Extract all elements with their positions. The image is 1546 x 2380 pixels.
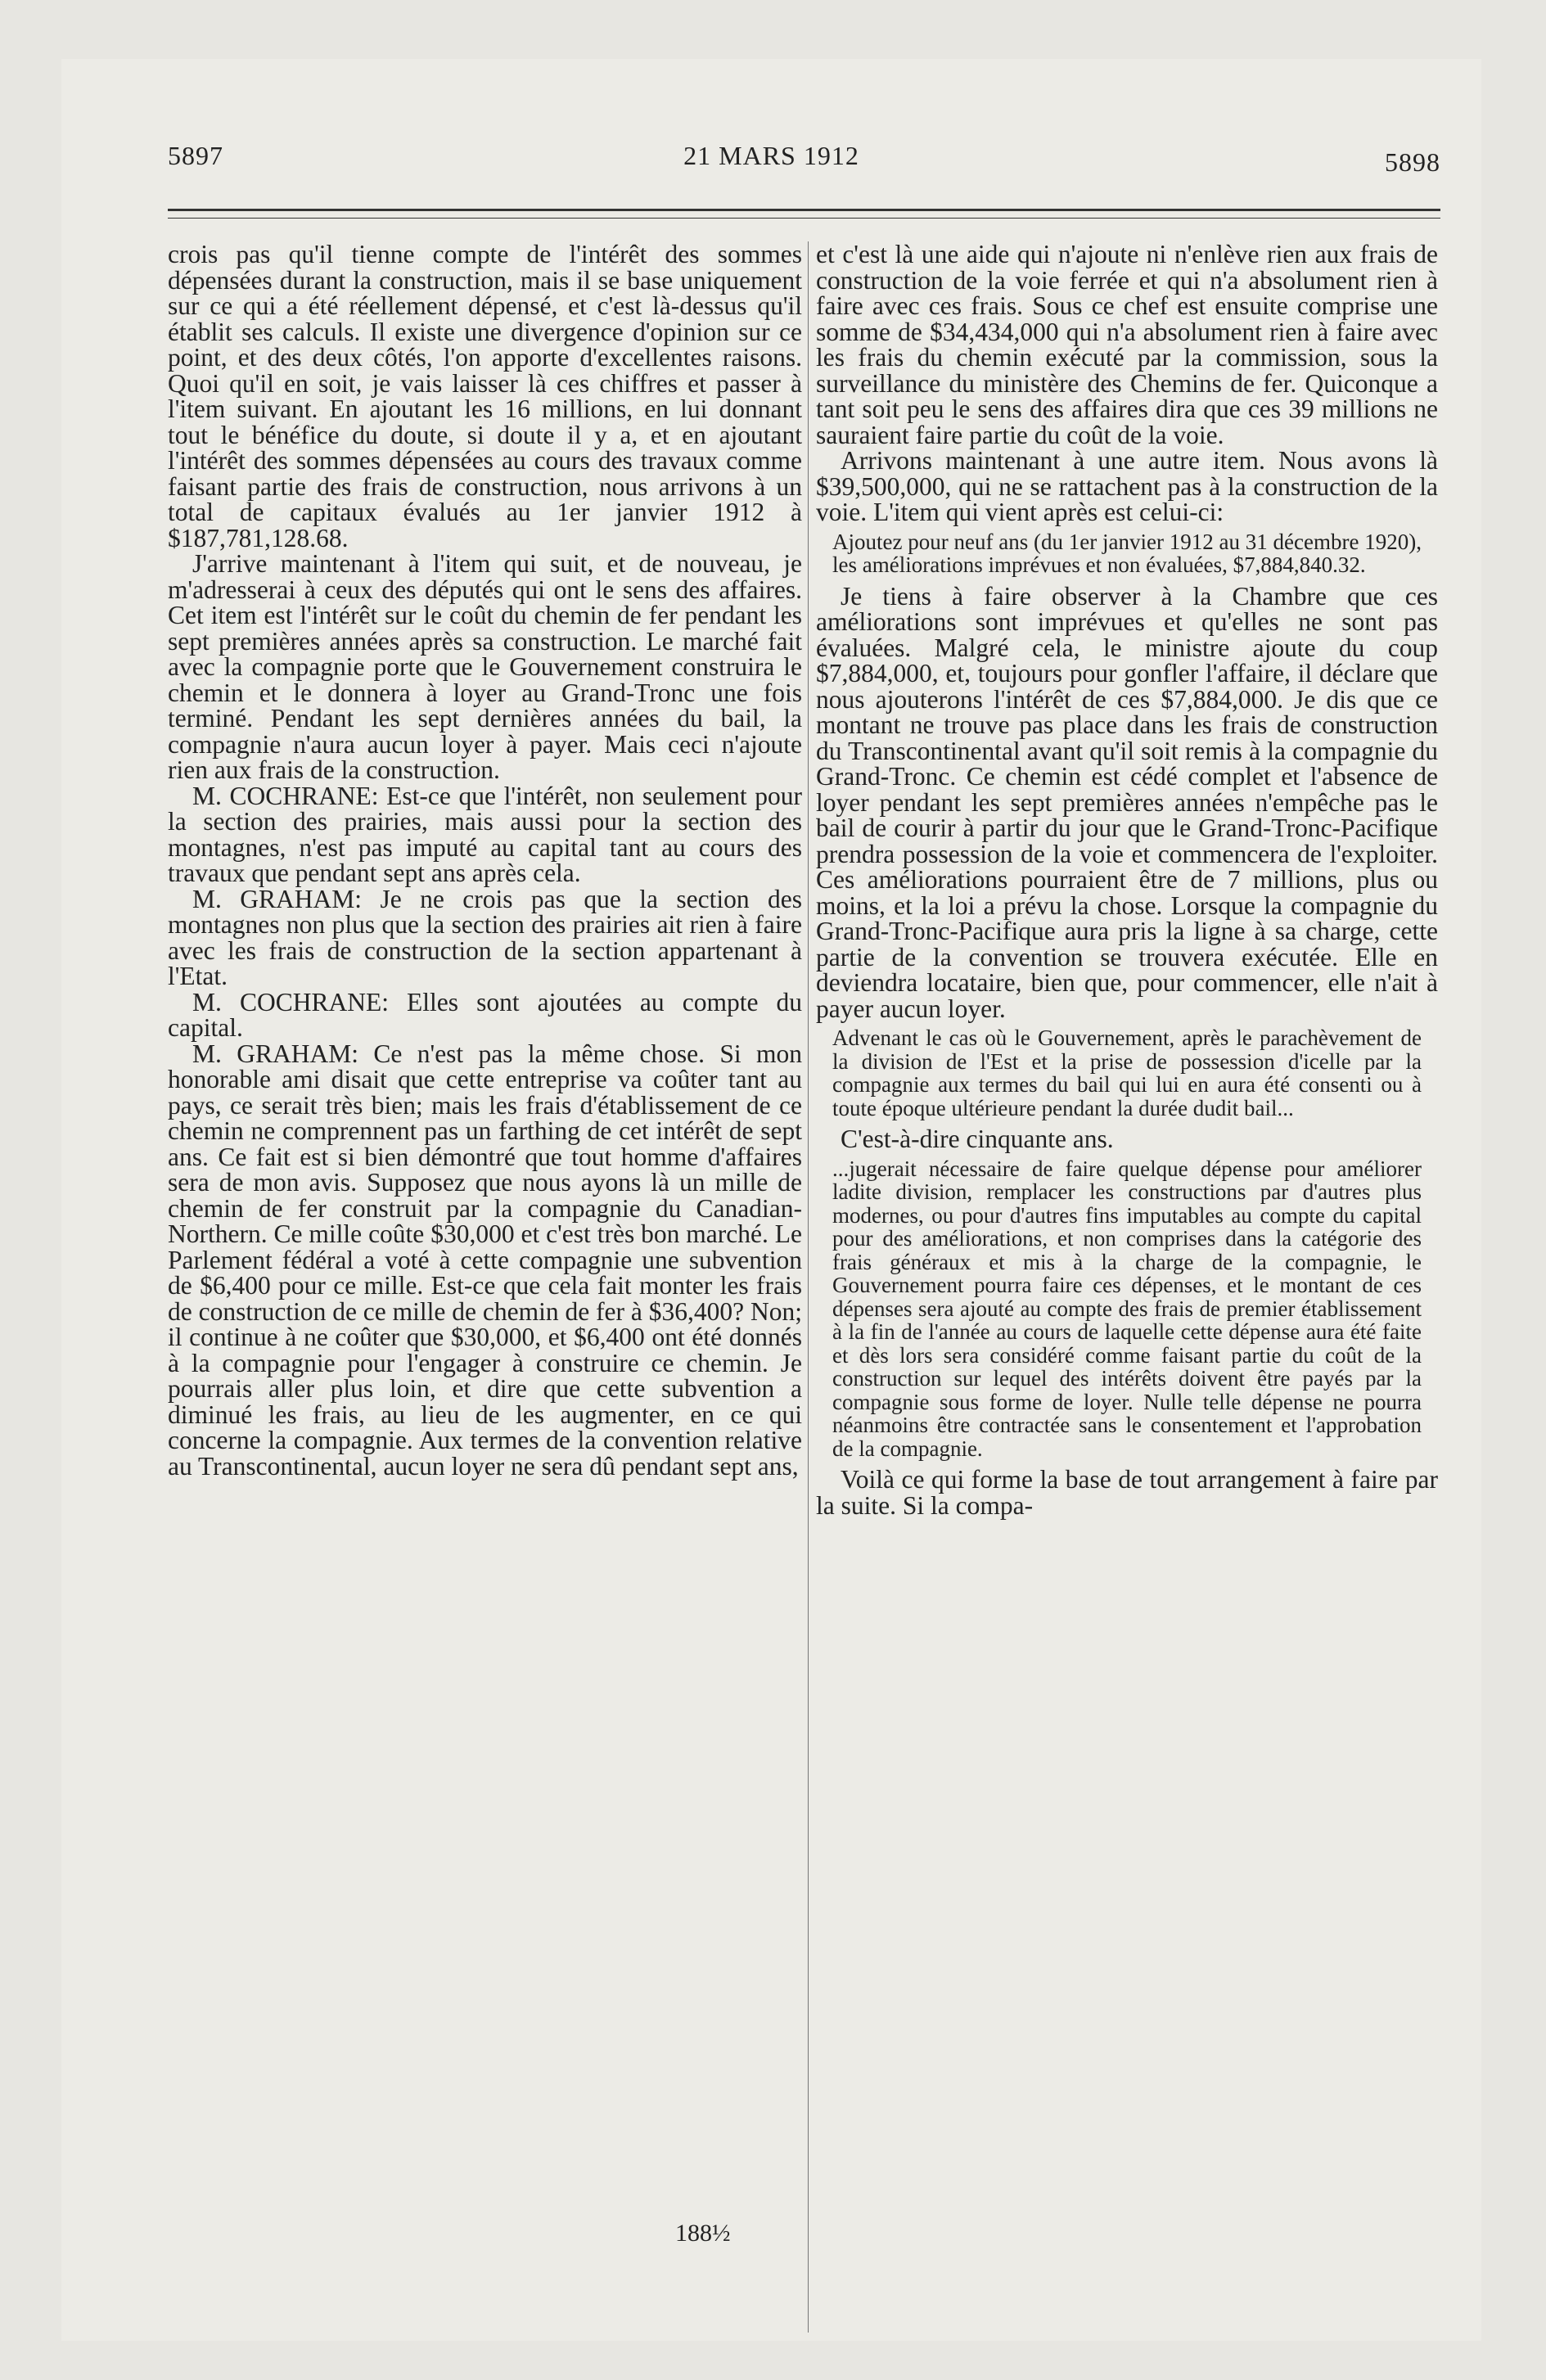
paragraph: M. GRAHAM: Ce n'est pas la même chose. Si mon honorable ami disait que cette entreprise va coûter tant au pays, ce serait très bien; mais les frais d'établissement de ce chemin ne comprennent pas un farthing de cet intérêt de sept ans. Ce fait est si bien démontré que tout homme d'affaires sera de mon avis. Supposez que nous ayons là un mille de chemin de fer construit par la compagnie du Canadian-Northern. Ce mille coûte $30,000 et c'est très bon marché. Le Parlement fédéral a voté à cette compagnie une subvention de $6,400 pour ce mille. Est-ce que cela fait monter les frais de construction de ce mille de chemin de fer à $36,400? Non; il continue à ne coûter que $30,000, et $6,400 ont été donnés à la compagnie pour l'engager à construire ce chemin. Je pourrais aller plus loin, et dire que cette subvention a diminué les frais, au lieu de les augmenter, en ce qui concerne la compagnie. Aux termes de la convention relative au Transcontinental, aucun loyer ne sera dû pendant sept ans,	[168, 1039, 802, 1481]
signature-number: 188½	[675, 2220, 731, 2247]
paragraph: C'est-à-dire cinquante ans.	[841, 1125, 1114, 1153]
paragraph: Arrivons maintenant à une autre item. Nous avons là $39,500,000, qui ne se rattachent pas à la construction de la voie. L'item qui vient après est celui-ci:	[816, 446, 1438, 526]
page-number-right: 5898	[1385, 147, 1440, 177]
page-number-left: 5897	[168, 141, 223, 170]
quoted-paragraph: ...jugerait nécessaire de faire quelque dépense pour améliorer ladite division, remplacer les constructions par d'autres plus modernes, ou pour d'autres fins imputables au compte du capital pour des améliorations, et non comprises dans la catégorie des frais généraux et mis à la charge de la compagnie, le Gouvernement pourra faire ces dépenses, et le montant de ces dépenses sera ajouté au compte des frais de premier établissement à la fin de l'année au cours de laquelle cette dépense aura été faite et dès lors sera considéré comme faisant partie du coût de la construction sur lequel des intérêts doivent être payés par la compagnie sous forme de loyer. Nulle telle dépense ne pourra néanmoins être contractée sans le consentement et l'approbation de la compagnie.	[832, 1156, 1422, 1461]
paragraph: Je tiens à faire observer à la Chambre que ces améliorations sont imprévues et qu'elles ne sont pas évaluées. Malgré cela, le ministre ajoute du coup $7,884,000, et, toujours pour gonfler l'affaire, il déclare que nous ajouterons l'intérêt de ces $7,884,000. Je dis que ce montant ne trouve pas place dans les frais de construction du Transcontinental avant qu'il soit remis à la compagnie du Grand-Tronc. Ce chemin est cédé complet et l'absence de loyer pendant les sept premières années n'empêche pas le bail de courir à partir du jour que le Grand-Tronc-Pacifique prendra possession de la voie et commencera de l'exploiter. Ces améliorations pourraient être de 7 millions, plus ou moins, et la loi a prévu la chose. Lorsque la compagnie du Grand-Tronc-Pacifique aura pris la ligne à sa charge, cette partie de la convention se trouvera exécutée. Elle en deviendra locataire, bien que, pour commencer, elle n'ait à payer aucun loyer.	[816, 581, 1438, 1023]
column-divider	[808, 241, 809, 2333]
left-column	[168, 241, 802, 1479]
paragraph: M. COCHRANE: Est-ce que l'intérêt, non seulement pour la section des prairies, mais aussi pour la section des montagnes, n'est pas imputé au capital tant au cours des travaux que pendant sept ans après cela.	[168, 781, 802, 887]
quoted-paragraph: Ajoutez pour neuf ans (du 1er janvier 1912 au 31 décembre 1920), les améliorations imprévues et non évaluées, $7,884,840.32.	[832, 529, 1422, 577]
quoted-paragraph: Advenant le cas où le Gouvernement, après le parachèvement de la division de l'Est et la prise de possession d'icelle par la compagnie aux termes du bail qui lui en aura été consenti ou à toute époque ultérieure pendant la durée dudit bail...	[832, 1025, 1422, 1120]
paragraph: crois pas qu'il tienne compte de l'intérêt des sommes dépensées durant la construction, mais il se base uniquement sur ce qui a été réellement dépensé, et c'est là-dessus qu'il établit ses calculs. Il existe une divergence d'opinion sur ce point, et des deux côtés, l'on apporte d'excellentes raisons. Quoi qu'il en soit, je vais laisser là ces chiffres et passer à l'item suivant. En ajoutant les 16 millions, en lui donnant tout le bénéfice du doute, si doute il y a, et en ajoutant l'intérêt des sommes dépensées au cours des travaux comme faisant partie des frais de construction, nous arrivons à un total de capitaux évalués au 1er janvier 1912 à $187,781,128.68.	[168, 240, 802, 552]
header-date: 21 MARS 1912	[683, 141, 859, 170]
header-rule-thick	[168, 209, 1440, 211]
paragraph: J'arrive maintenant à l'item qui suit, et de nouveau, je m'adresserai à ceux des députés qui ont le sens des affaires. Cet item est l'intérêt sur le coût du chemin de fer pendant les sept premières années après sa construction. Le marché fait avec la compagnie porte que le Gouvernement construira le chemin et le donnera à loyer au Grand-Tronc une fois terminé. Pendant les sept dernières années du bail, la compagnie n'aura aucun loyer à payer. Mais ceci n'ajoute rien aux frais de la construction.	[168, 549, 802, 784]
page	[61, 59, 1481, 2341]
paragraph: et c'est là une aide qui n'ajoute ni n'enlève rien aux frais de construction de la voie ferrée et qui n'a absolument rien à faire avec ces frais. Sous ce chef est ensuite comprise une somme de $34,434,000 qui n'a absolument rien à faire avec les frais du chemin exécuté par la commission, sous la surveillance du ministère des Chemins de fer. Quiconque a tant soit peu le sens des affaires dira que ces 39 millions ne sauraient faire partie du coût de la voie.	[816, 240, 1438, 449]
right-column	[816, 241, 1438, 1518]
paragraph: M. COCHRANE: Elles sont ajoutées au compte du capital.	[168, 987, 802, 1042]
paragraph: M. GRAHAM: Je ne crois pas que la section des montagnes non plus que la section des prairies ait rien à faire avec les frais de construction de la section appartenant à l'Etat.	[168, 884, 802, 990]
page-header	[61, 141, 1481, 177]
paragraph: Voilà ce qui forme la base de tout arrangement à faire par la suite. Si la compa-	[816, 1465, 1438, 1520]
header-rule-thin	[168, 218, 1440, 219]
